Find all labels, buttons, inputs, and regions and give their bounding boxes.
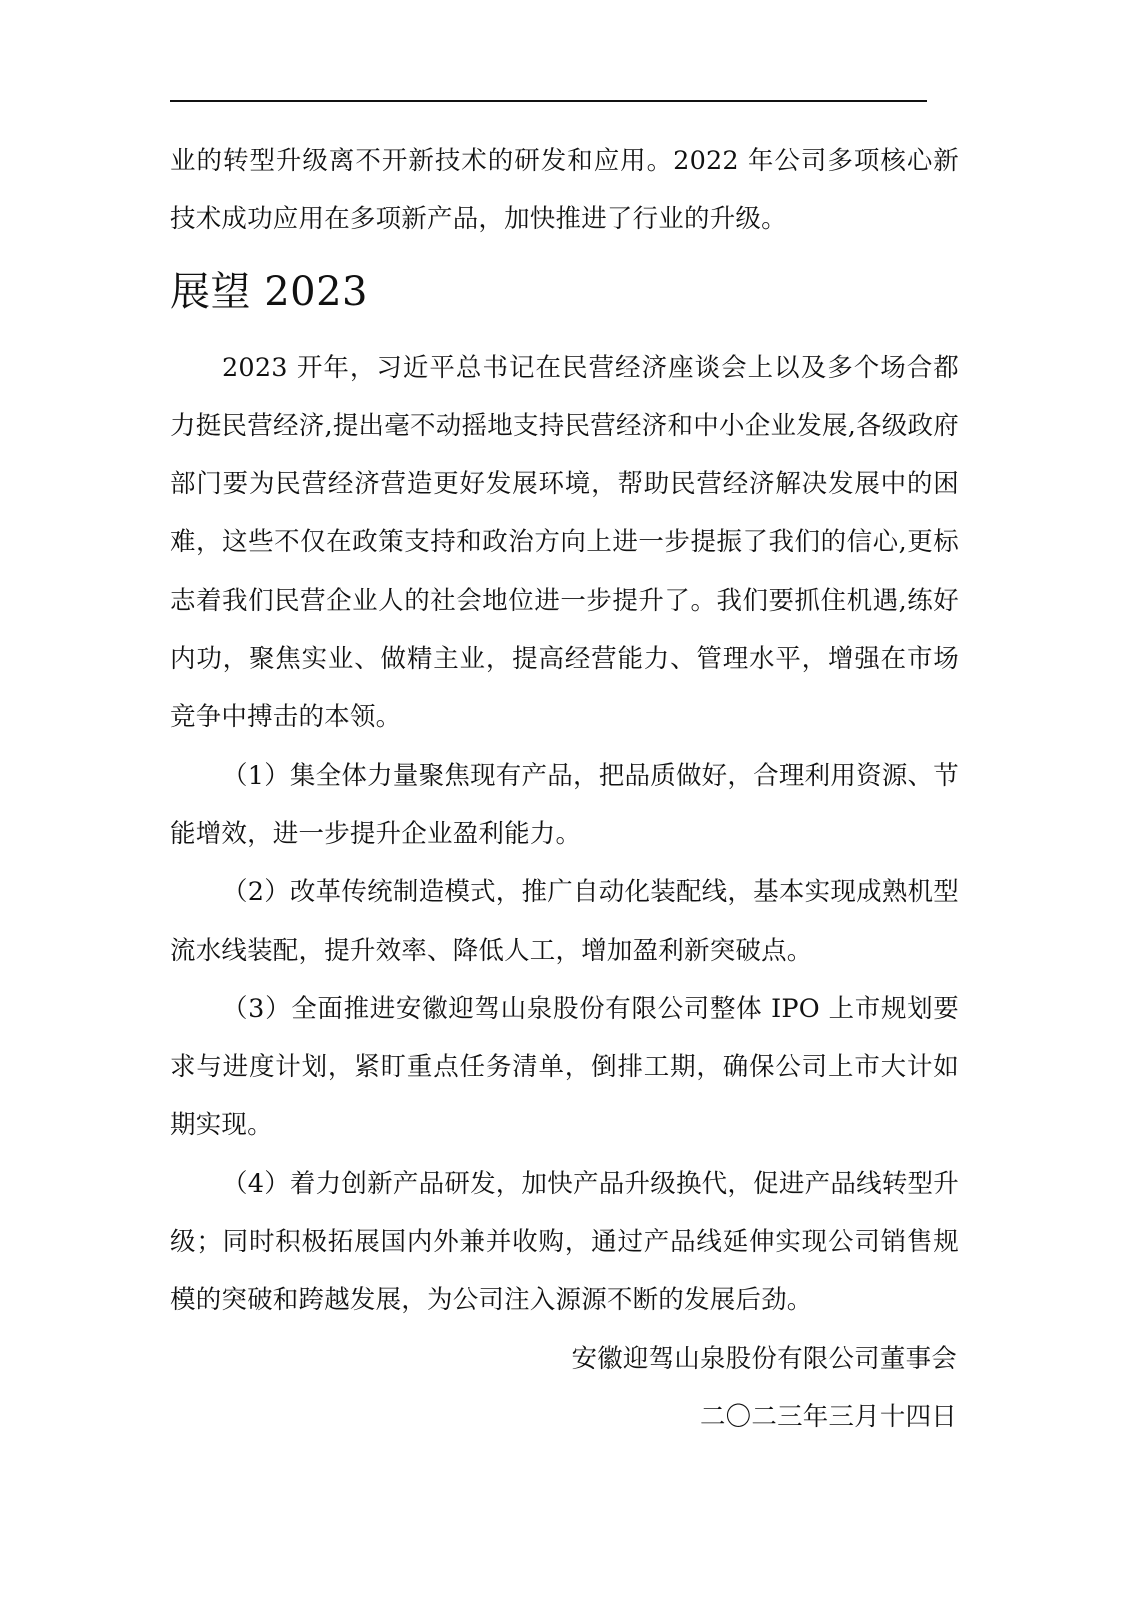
header-rule bbox=[170, 100, 927, 102]
paragraph-item-4: （4）着力创新产品研发，加快产品升级换代，促进产品线转型升级；同时积极拓展国内外兼并收购，通过产品线延伸实现公司销售规模的突破和跨越发展，为公司注入源源不断的发展后劲。 bbox=[170, 1168, 959, 1316]
paragraph-item-2: （2）改革传统制造模式，推广自动化装配线，基本实现成熟机型流水线装配，提升效率、降低人工，增加盈利新突破点。 bbox=[170, 877, 959, 966]
paragraph-overview: 2023 开年，习近平总书记在民营经济座谈会上以及多个场合都力挺民营经济,提出毫不动摇地支持民营经济和中小企业发展,各级政府部门要为民营经济营造更好发展环境，帮助民营经济解决发展中的困难，这些不仅在政策支持和政治方向上进一步提振了我们的信心,更标志着我们民营企业人的社会地位进一步提升了。我们要抓住机遇,练好内功，聚焦实业、做精主业，提高经营能力、管理水平，增强在市场竞争中搏击的本领。 bbox=[170, 352, 959, 733]
signature-org: 安徽迎驾山泉股份有限公司董事会 bbox=[571, 1343, 957, 1374]
document-body bbox=[170, 132, 959, 1446]
paragraph-item-1: （1）集全体力量聚焦现有产品，把品质做好，合理利用资源、节能增效，进一步提升企业盈利能力。 bbox=[170, 760, 959, 849]
paragraph-item-3: （3）全面推进安徽迎驾山泉股份有限公司整体 IPO 上市规划要求与进度计划，紧盯重点任务清单，倒排工期，确保公司上市大计如期实现。 bbox=[170, 993, 959, 1141]
intro-paragraph: 业的转型升级离不开新技术的研发和应用。2022 年公司多项核心新技术成功应用在多项新产品，加快推进了行业的升级。 bbox=[170, 146, 959, 235]
section-title: 展望 2023 bbox=[170, 268, 369, 315]
signature-date: 二〇二三年三月十四日 bbox=[699, 1401, 957, 1432]
